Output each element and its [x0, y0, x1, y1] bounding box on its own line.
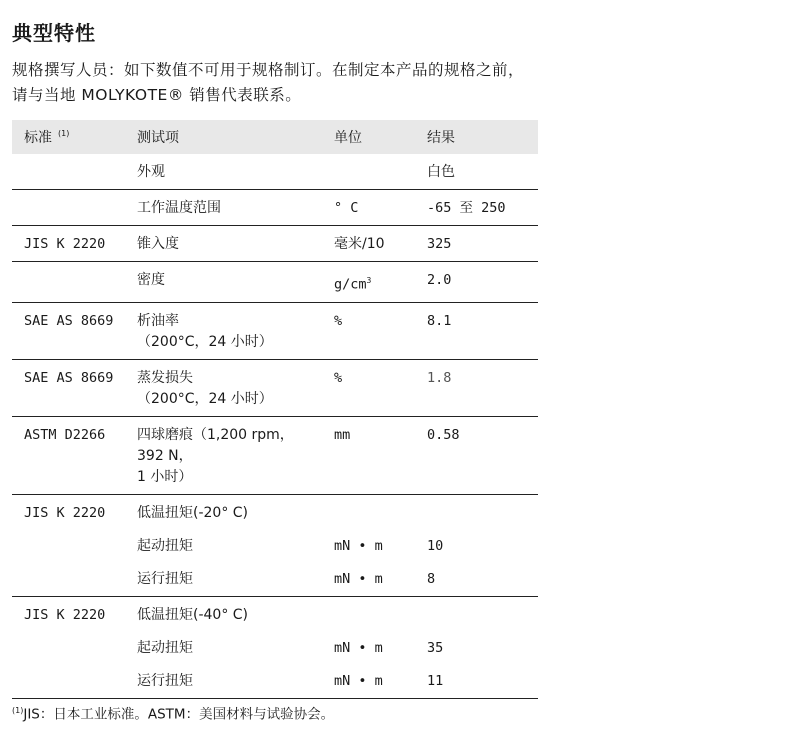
cell-result: [415, 494, 538, 530]
footnote-ref: (1): [12, 705, 24, 715]
cell-test: 工作温度范围: [125, 190, 322, 226]
cell-result: 8.1: [415, 302, 538, 359]
cell-result: 11: [427, 672, 444, 689]
cell-test: 锥入度: [125, 226, 322, 262]
cell-unit: %: [322, 302, 415, 359]
cell-test: 密度: [125, 262, 322, 303]
cell-result: 0.58: [415, 416, 538, 494]
cell-test: 四球磨痕（1,200 rpm， 392 N， 1 小时）: [125, 416, 322, 494]
cell-unit: %: [322, 359, 415, 416]
cell-result: [415, 596, 538, 632]
cell-test: 蒸发损失 （200°C，24 小时）: [125, 359, 322, 416]
cell-test: 运行扭矩: [137, 570, 193, 587]
cell-result: 2.0: [415, 262, 538, 303]
cell-result: 35: [427, 639, 444, 656]
cell-standard: [12, 530, 125, 563]
cell-test: 低温扭矩(-40° C): [125, 596, 322, 632]
header-standard-ref: (1): [58, 129, 70, 139]
cell-result: 8: [427, 570, 436, 587]
cell-result: 白色: [427, 164, 455, 180]
table-header-row: [12, 120, 538, 154]
cell-result: 1.8: [415, 359, 538, 416]
header-standard: 标准 $^{(1)}$: [12, 120, 125, 154]
table-row: [12, 226, 538, 262]
cell-standard: JIS K 2220: [12, 494, 125, 530]
footnote-text: JIS：日本工业标准。ASTM：美国材料与试验协会。: [23, 706, 335, 722]
header-result: 结果: [415, 120, 538, 154]
cell-standard: JIS K 2220: [12, 596, 125, 632]
table-row: [12, 302, 538, 359]
cell-standard: [12, 665, 125, 698]
cell-standard: JIS K 2220: [12, 226, 125, 262]
cell-unit: [322, 154, 415, 190]
header-unit: 单位: [322, 120, 415, 154]
cell-test: 外观: [137, 164, 165, 180]
properties-table: [12, 120, 538, 698]
cell-result: -65 至 250: [415, 190, 538, 226]
cell-unit: mN • m: [334, 672, 383, 689]
cell-standard: [12, 154, 125, 190]
cell-standard: [12, 262, 125, 303]
footnote: [12, 698, 538, 724]
table-row: [12, 665, 538, 698]
cell-unit: 毫米/10: [322, 226, 415, 262]
section-heading: 典型特性: [12, 21, 96, 45]
table-row: [12, 596, 538, 632]
cell-test: 起动扭矩: [137, 537, 193, 554]
cell-unit: mm: [322, 416, 415, 494]
table-row: [12, 262, 538, 303]
table-row: [12, 359, 538, 416]
cell-result: 10: [427, 537, 444, 554]
cell-test: 低温扭矩(-20° C): [125, 494, 322, 530]
document-page: [12, 20, 538, 723]
table-row: [12, 530, 538, 563]
table-row: [12, 494, 538, 530]
cell-test: 析油率 （200°C，24 小时）: [125, 302, 322, 359]
table-row: [12, 563, 538, 597]
cell-standard: SAE AS 8669: [12, 359, 125, 416]
table-row: [12, 416, 538, 494]
cell-unit: [322, 494, 415, 530]
cell-unit: $g/cm^3$: [322, 262, 415, 303]
cell-standard: [12, 632, 125, 665]
header-test: 测试项: [125, 120, 322, 154]
cell-unit: mN • m: [334, 537, 383, 554]
intro-paragraph: 规格撰写人员：如下数值不可用于规格制订。在制定本产品的规格之前，请与当地 MOLYKOTE® 销售代表联系。: [12, 61, 525, 104]
cell-test: 运行扭矩: [137, 672, 193, 689]
cell-standard: SAE AS 8669: [12, 302, 125, 359]
table-row: [12, 154, 538, 190]
cell-unit: mN • m: [334, 570, 383, 587]
table-row: [12, 632, 538, 665]
cell-result: 325: [415, 226, 538, 262]
cell-unit: ° C: [322, 190, 415, 226]
cell-standard: [12, 563, 125, 597]
cell-standard: ASTM D2266: [12, 416, 125, 494]
cell-test: 起动扭矩: [137, 639, 193, 656]
cell-unit: [322, 596, 415, 632]
table-row: [12, 190, 538, 226]
cell-standard: [12, 190, 125, 226]
cell-unit: mN • m: [334, 639, 383, 656]
